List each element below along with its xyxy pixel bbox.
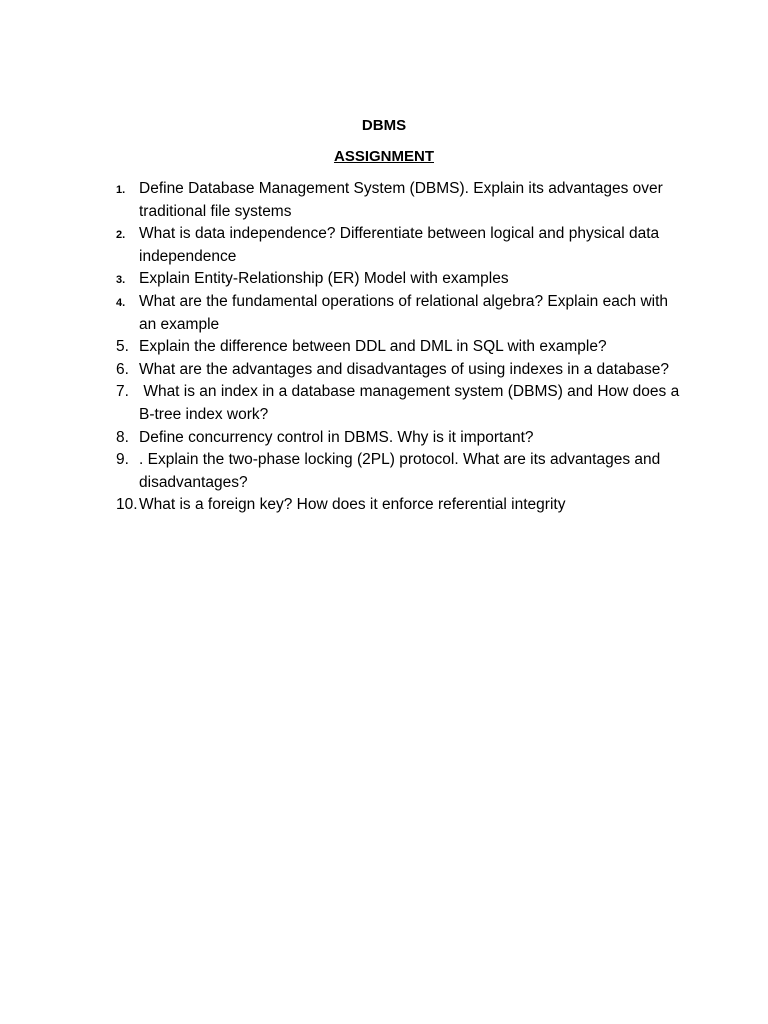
- question-list: [116, 178, 686, 517]
- question-number: 3.: [116, 274, 126, 287]
- question-number: 1.: [116, 184, 126, 196]
- question-text: Define Database Management System (DBMS). Explain its advantages over traditional file systems: [139, 180, 663, 220]
- question-text: What is a foreign key? How does it enforce referential integrity: [139, 496, 566, 514]
- document-subtitle: ASSIGNMENT: [333, 148, 434, 165]
- question-text: What is an index in a database management system (DBMS) and How does a B-tree index work?: [139, 383, 684, 423]
- question-item: [116, 336, 686, 359]
- question-number: 7.: [116, 383, 129, 401]
- question-text: What is data independence? Differentiate between logical and physical data independence: [139, 225, 660, 265]
- question-text: Explain Entity-Relationship (ER) Model with examples: [139, 270, 509, 288]
- question-number: 9.: [116, 451, 129, 469]
- question-number: 10.: [116, 496, 138, 514]
- question-text: . Explain the two-phase locking (2PL) protocol. What are its advantages and disadvantages?: [139, 451, 661, 491]
- question-number: 6.: [116, 360, 129, 378]
- question-item: [116, 223, 686, 268]
- question-number: 2.: [116, 229, 126, 242]
- document-title: DBMS: [361, 117, 407, 134]
- question-item: [116, 381, 686, 426]
- question-item: [116, 494, 686, 517]
- question-item: [116, 291, 686, 336]
- question-item: [116, 449, 686, 494]
- question-text: What are the fundamental operations of relational algebra? Explain each with an example: [139, 292, 669, 333]
- question-number: 8.: [116, 428, 129, 446]
- question-number: 5.: [116, 338, 129, 356]
- question-number: 4.: [116, 296, 126, 309]
- question-item: [116, 268, 686, 291]
- question-item: [116, 178, 686, 223]
- question-item: [116, 359, 686, 382]
- question-item: [116, 427, 686, 450]
- question-text: Explain the difference between DDL and DML in SQL with example?: [139, 338, 607, 356]
- question-text: Define concurrency control in DBMS. Why is it important?: [139, 428, 534, 446]
- question-text: What are the advantages and disadvantages of using indexes in a database?: [139, 360, 669, 378]
